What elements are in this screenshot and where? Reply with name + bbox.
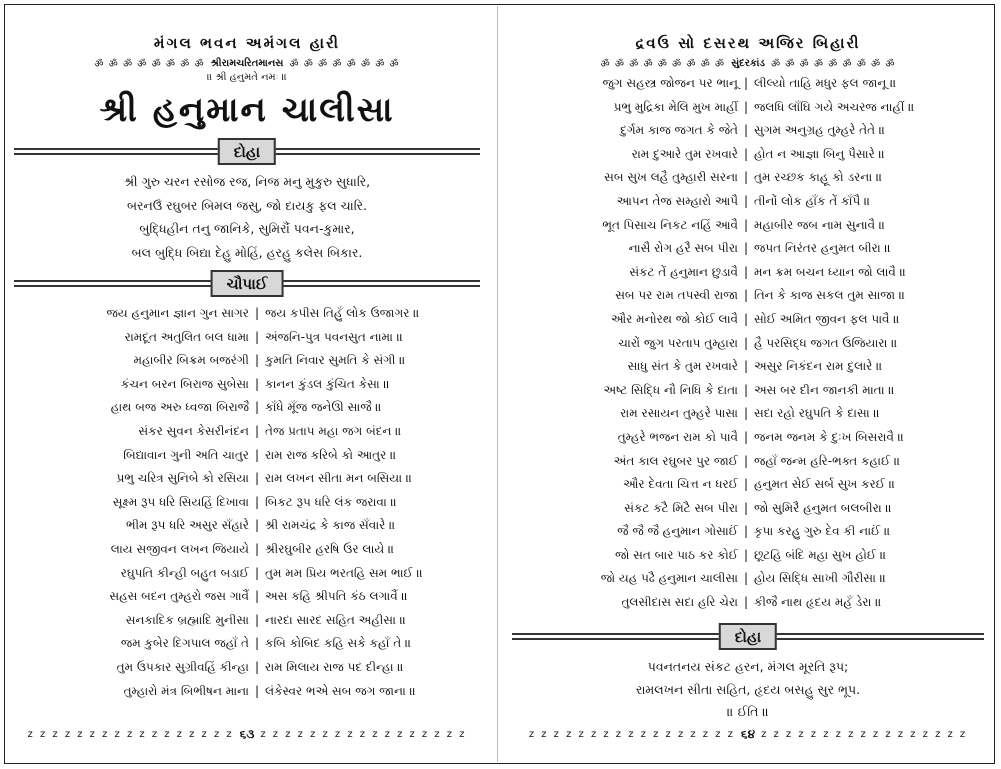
verse-first-half: દુર્ગમ કાજ જગત કે જેતે: [620, 123, 738, 138]
verse-first-half: તુમ્હરે ભજન રામ કો પાવૈ: [617, 429, 738, 444]
verse-second-half: કબિ કોબિદ કહિ સકે કહાઁ તે ॥: [265, 636, 412, 651]
verse-first-half: બિદ્યાવાન ગુની અતિ ચાતુર: [123, 447, 249, 462]
verse-first-half: જૈ જૈ જૈ હનુમાન ગોસાઈં: [617, 524, 738, 539]
doha-line: પવનતનય સંકટ હરન, મંગલ મૂરતિ રૂપ;: [647, 658, 849, 674]
verse-line: [512, 261, 984, 285]
right-page-footer: [512, 727, 984, 742]
verse-first-half: હાથ બજ અરુ ધ્વજા બિરાજૈ: [110, 400, 249, 415]
verse-separator: |: [254, 612, 260, 627]
verse-line: [512, 497, 984, 521]
verse-first-half: રામ રસાયન તુમ્હરે પાસા: [620, 406, 738, 421]
verse-second-half: સોઈ અમિત જીવન ફલ પાવૈ ॥: [754, 311, 900, 326]
verse-second-half: કીજૈ નાથ હૃદય મહઁ ડેરા ॥: [754, 595, 882, 610]
closing-doha: [512, 655, 984, 702]
verse-separator: |: [743, 429, 749, 444]
verse-first-half: પ્રભુ ચરિત્ર સુનિબે કો રસિયા: [116, 471, 249, 486]
verse-second-half: મહાબીર જબ નામ સુનાવૈ ॥: [754, 217, 886, 232]
verse-second-half: તિન કે કાજ સકલ તુમ સાજા ॥: [754, 288, 906, 303]
footer-ornament: z z z z z z z z z z z z z z z z z: [27, 729, 234, 740]
verse-first-half: મહાબીર બિક્રમ બજરંગી: [133, 353, 249, 368]
verse-first-half: સંકર સુવન કેસરીનંદન: [138, 423, 249, 438]
verse-line: [512, 567, 984, 591]
verse-first-half: જુગ સહસ્ત્ર જોજન પર ભાનૂ: [602, 76, 738, 90]
verse-first-half: ઔર મનોરથ જો કોઈ લાવૈ: [610, 311, 738, 326]
page-number: ૬૩: [239, 727, 255, 741]
verse-separator: |: [254, 353, 260, 368]
closing-doha-heading: [512, 623, 984, 651]
verse-second-half: તેજ પ્રતાપ મહા જગ બંદન ॥: [265, 423, 402, 438]
verse-separator: |: [743, 595, 749, 610]
verse-line: [512, 426, 984, 450]
verse-first-half: સબ સુખ લહૈ તુમ્હારી સરના: [604, 170, 738, 185]
verse-second-half: હનુમત સેઈ સર્બ સુખ કરઈ ॥: [754, 477, 896, 492]
verse-first-half: તુમ ઉપકાર સુગ્રીવહિં કીન્હા: [116, 659, 249, 674]
verse-line: [14, 467, 480, 491]
iti-ending: ॥ ઈતિ ॥: [727, 703, 769, 719]
book-title: શ્રીરામચરિતમાનસ: [210, 57, 284, 69]
verse-line: [512, 166, 984, 190]
verse-second-half: રામ લખન સીતા મન બસિયા ॥: [265, 471, 413, 486]
verse-first-half: આપન તેજ સમ્હારો આપૈ: [616, 193, 738, 208]
verse-second-half: સુગમ અનુગ્રહ તુમ્હરે તેતે ॥: [754, 123, 886, 138]
verse-first-half: ભીમ રૂપ ધરિ અસુર સઁહારે: [125, 518, 249, 533]
verse-line: [512, 96, 984, 120]
verse-first-half: અષ્ટ સિદ્ધિ નૌ નિધિ કે દાતા: [603, 382, 738, 397]
verse-separator: |: [743, 571, 749, 586]
verse-line: [512, 308, 984, 332]
verse-line: [512, 214, 984, 238]
verse-line: [14, 349, 480, 373]
verse-first-half: સાધુ સંત કે તુમ રખવારે: [627, 359, 738, 374]
verse-line: [512, 402, 984, 426]
footer-ornament: z z z z z z z z z z z z z z z z z: [761, 729, 968, 740]
verse-separator: |: [254, 541, 260, 556]
verse-second-half: અસ કહિ શ્રીપતિ કંઠ લગાવૈં ॥: [265, 589, 408, 604]
verse-separator: |: [743, 453, 749, 468]
verse-second-half: તુમ રચ્છક કાહૂ કો ડરના ॥: [754, 170, 883, 185]
left-page-footer: [14, 727, 480, 742]
verse-second-half: તીનોં લોક હાઁક તેં કાઁપૈ ॥: [754, 193, 871, 208]
verse-separator: |: [254, 423, 260, 438]
verse-line: [512, 237, 984, 261]
page-gutter: [497, 6, 498, 762]
verse-second-half: શ્રીરઘુબીર હરષિ ઉર લાયે ॥: [265, 541, 395, 556]
verse-separator: |: [743, 241, 749, 256]
verse-line: [512, 355, 984, 379]
chaupai-label: ચૌપાઈ: [211, 270, 284, 297]
doha-line: બરનઉઁ રઘુબર બિમલ જસુ, જો દાયકુ ફલ ચારિ.: [126, 197, 368, 213]
verse-separator: |: [743, 264, 749, 279]
verse-first-half: સનકાદિક બ્રહ્માદિ મુનીસા: [125, 612, 249, 627]
verse-line: [14, 585, 480, 609]
verse-separator: |: [743, 76, 749, 90]
verse-second-half: રામ મિલાય રાજ પદ દીન્હા ॥: [265, 659, 404, 674]
right-running-header: દ્રવઉ સો દસરથ અજિર બિહારી: [635, 34, 861, 52]
om-symbols: ॐ ॐ ॐ ॐ ॐ ॐ ॐ ॐ ॐ: [600, 59, 726, 70]
verse-first-half: પ્રભુ મુદ્રિકા મેલિ મુખ માહીં: [613, 99, 738, 114]
verse-separator: |: [254, 565, 260, 580]
verse-separator: |: [743, 123, 749, 138]
verse-second-half: અંજનિ-પુત્ર પવનસુત નામા ॥: [265, 329, 404, 344]
verse-separator: |: [743, 288, 749, 303]
verse-line: [14, 680, 480, 704]
chaupai-verses: [14, 302, 480, 703]
verse-second-half: અસુર નિકંદન રામ દુલારે ॥: [754, 359, 883, 374]
verse-first-half: અંત કાલ રઘુબર પુર જાઈ: [613, 453, 738, 468]
left-running-header: મંગલ ભવન અમંગલ હારી: [153, 34, 341, 52]
verse-separator: |: [743, 359, 749, 374]
verse-first-half: જય હનુમાન જ્ઞાન ગુન સાગર: [106, 306, 249, 320]
verse-separator: |: [743, 311, 749, 326]
right-page: [512, 4, 984, 764]
verse-first-half: રામ દુઆરે તુમ રખવારે: [631, 146, 738, 161]
verse-line: [512, 520, 984, 544]
om-symbols: ॐ ॐ ॐ ॐ ॐ ॐ ॐ ॐ: [289, 59, 400, 70]
verse-separator: |: [743, 335, 749, 350]
left-page: [14, 4, 480, 764]
verse-second-half: હોત ન આજ્ઞા બિનુ પૈસારે ॥: [754, 146, 885, 161]
verse-second-half: નારદા સારદ સહિત અહીસા ॥: [265, 612, 407, 627]
verse-first-half: તુલસીદાસ સદા હરિ ચેરા: [621, 595, 738, 610]
verse-line: [512, 119, 984, 143]
verse-separator: |: [254, 400, 260, 415]
footer-ornament: z z z z z z z z z z z z z z z z z: [260, 729, 467, 740]
verse-second-half: કૃપા કરહુ ગુરુ દેવ કી નાઈં ॥: [754, 524, 891, 539]
verse-second-half: બિકટ રૂપ ધરિ લંક જરાવા ॥: [265, 494, 397, 509]
verse-line: [512, 190, 984, 214]
chaupai-verses: [512, 72, 984, 615]
verse-separator: |: [254, 659, 260, 674]
verse-second-half: લંકેસ્વર ભએ સબ જગ જાના ॥: [265, 683, 417, 698]
salutation: ॥ શ્રી હનુમતે નમઃ ॥: [207, 72, 287, 83]
main-title: શ્રી હનુમાન ચાલીસા: [99, 90, 395, 130]
verse-first-half: કંચન બરન બિરાજ સુબેસા: [120, 376, 249, 391]
verse-second-half: હોય સિદ્ધિ સાખી ગૌરીસા ॥: [754, 571, 887, 586]
verse-separator: |: [254, 471, 260, 486]
verse-separator: |: [743, 146, 749, 161]
verse-second-half: તુમ મમ પ્રિય ભરતહિ સમ ભાઈ ॥: [265, 565, 423, 580]
doha-section-heading: [14, 138, 480, 166]
verse-line: [14, 444, 480, 468]
verse-second-half: રામ રાજ કરિબે કો આતુર ॥: [265, 447, 397, 462]
verse-separator: |: [254, 306, 260, 320]
verse-first-half: સૂક્ષ્મ રૂપ ધરિ સિયહિં દિખાવા: [112, 494, 249, 509]
verse-line: [14, 491, 480, 515]
verse-first-half: સબ પર રામ તપસ્વી રાજા: [615, 288, 738, 303]
verse-second-half: અસ બર દીન જાનકી માતા ॥: [754, 382, 895, 397]
verse-line: [14, 514, 480, 538]
verse-separator: |: [254, 447, 260, 462]
footer-ornament: z z z z z z z z z z z z z z z z z: [528, 729, 735, 740]
verse-separator: |: [254, 329, 260, 344]
verse-first-half: રામદૂત અતુલિત બલ ધામા: [124, 329, 249, 344]
verse-line: [512, 143, 984, 167]
verse-line: [14, 656, 480, 680]
verse-line: [512, 544, 984, 568]
verse-first-half: રઘુપતિ કીન્હી બહુત બડાઈ: [120, 565, 249, 580]
verse-separator: |: [254, 683, 260, 698]
verse-separator: |: [743, 170, 749, 185]
verse-line: [512, 473, 984, 497]
verse-line: [14, 632, 480, 656]
verse-line: [14, 609, 480, 633]
verse-first-half: જો યહ પઢૈ હનુમાન ચાલીસા: [600, 571, 738, 586]
verse-separator: |: [743, 477, 749, 492]
verse-separator: |: [254, 494, 260, 509]
verse-separator: |: [743, 99, 749, 114]
verse-separator: |: [254, 636, 260, 651]
verse-first-half: નાસૈ રોગ હરૈ સબ પીરા: [628, 241, 738, 256]
section-title: સુંદરકાંડ: [731, 57, 765, 69]
chaupai-section-heading: [14, 270, 480, 298]
verse-separator: |: [743, 547, 749, 562]
verse-first-half: ભૂત પિસાચ નિકટ નહિં આવૈ: [602, 217, 738, 232]
verse-first-half: તુમ્હારો મંત્ર બિભીષન માના: [123, 683, 249, 698]
verse-second-half: કાનન કુંડલ કુંચિત કેસા ॥: [265, 376, 390, 391]
doha-line: રામલખન સીતા સહિત, હૃદય બસહુ સુર ભૂપ.: [635, 682, 861, 698]
verse-line: [512, 591, 984, 615]
verse-first-half: જમ કુબેર દિગપાલ જહાઁ તે: [120, 636, 249, 651]
verse-second-half: છૂટહિ બંદિ મહા સુખ હોઈ ॥: [754, 547, 887, 562]
verse-second-half: લીલ્યો તાહિ મધુર ફલ જાનૂ ॥: [754, 76, 897, 90]
doha-label: દોહા: [719, 623, 777, 650]
verse-line: [14, 396, 480, 420]
verse-line: [512, 284, 984, 308]
verse-line: [14, 420, 480, 444]
om-symbols: ॐ ॐ ॐ ॐ ॐ ॐ ॐ ॐ: [94, 59, 205, 70]
verse-second-half: કુમતિ નિવાર સુમતિ કે સંગી ॥: [265, 353, 406, 368]
verse-second-half: મન ક્રમ બચન ધ્યાન જો લાવૈ ॥: [754, 264, 907, 279]
verse-line: [14, 326, 480, 350]
left-om-row: [14, 56, 480, 70]
opening-doha: [14, 170, 480, 264]
verse-line: [512, 379, 984, 403]
verse-line: [512, 332, 984, 356]
verse-first-half: ઔર દેવતા ચિત્ત ન ધરઈ: [623, 477, 738, 492]
verse-second-half: જપત નિરંતર હનુમત બીરા ॥: [754, 241, 891, 256]
verse-separator: |: [254, 518, 260, 533]
verse-separator: |: [743, 193, 749, 208]
verse-second-half: શ્રી રામચંદ્ર કે કાજ સઁવારે ॥: [265, 518, 396, 533]
verse-line: [14, 538, 480, 562]
verse-second-half: જનમ જનમ કે દુઃખ બિસરાવૈ ॥: [754, 429, 905, 444]
verse-first-half: જો સત બાર પાઠ કર કોઈ: [614, 547, 738, 562]
verse-first-half: ચારોં જુગ પરતાપ તુમ્હારા: [618, 335, 738, 350]
verse-separator: |: [743, 217, 749, 232]
verse-second-half: સદા રહો રઘુપતિ કે દાસા ॥: [754, 406, 880, 421]
verse-line: [512, 450, 984, 474]
verse-line: [14, 373, 480, 397]
doha-line: બુદ્ધિહીન તનુ જાનિકે, સુમિરૌં પવન-કુમાર,: [139, 221, 355, 236]
verse-second-half: હૈ પરસિદ્ધ જગત ઉજિયારા ॥: [754, 335, 898, 350]
doha-label: દોહા: [218, 138, 276, 165]
verse-separator: |: [743, 406, 749, 421]
verse-separator: |: [743, 382, 749, 397]
om-symbols: ॐ ॐ ॐ ॐ ॐ ॐ ॐ ॐ ॐ: [770, 59, 896, 70]
verse-second-half: કાઁધે મૂઁજ જનેઊ સાજૈ ॥: [265, 400, 382, 415]
verse-separator: |: [743, 524, 749, 539]
right-om-row: [512, 56, 984, 70]
verse-first-half: લાય સજીવન લખન જિયાયે: [110, 541, 249, 556]
verse-second-half: જલધિ લાઁઘિ ગયે અચરજ નાહીં ॥: [754, 99, 915, 114]
verse-separator: |: [743, 500, 749, 515]
verse-first-half: સંકટ કટૈ મિટૈ સબ પીરા: [624, 500, 738, 515]
verse-second-half: જહાઁ જન્મ હરિ-ભક્ત કહાઈ ॥: [754, 453, 901, 468]
doha-line: બલ બુદ્ધિ બિદ્યા દેહુ મોહિં, હરહુ કલેસ બિકાર.: [131, 244, 363, 260]
verse-line: [14, 302, 480, 326]
verse-first-half: સંકટ તેં હનુમાન છુડાવૈ: [629, 264, 738, 279]
doha-line: શ્રી ગુરુ ચરન રસોજ રજ, નિજ મનુ મુકુરુ સુધારિ,: [123, 174, 371, 189]
page-number: ૬૪: [740, 727, 756, 741]
verse-separator: |: [254, 376, 260, 391]
verse-second-half: જય કપીસ તિહુઁ લોક ઉજાગર ॥: [265, 306, 420, 320]
verse-second-half: જો સુમિરૈ હનુમત બલબીરા ॥: [754, 500, 892, 515]
verse-line: [512, 72, 984, 96]
verse-line: [14, 562, 480, 586]
verse-first-half: સહસ બદન તુમ્હરો જસ ગાવૈં: [109, 589, 249, 604]
verse-separator: |: [254, 589, 260, 604]
